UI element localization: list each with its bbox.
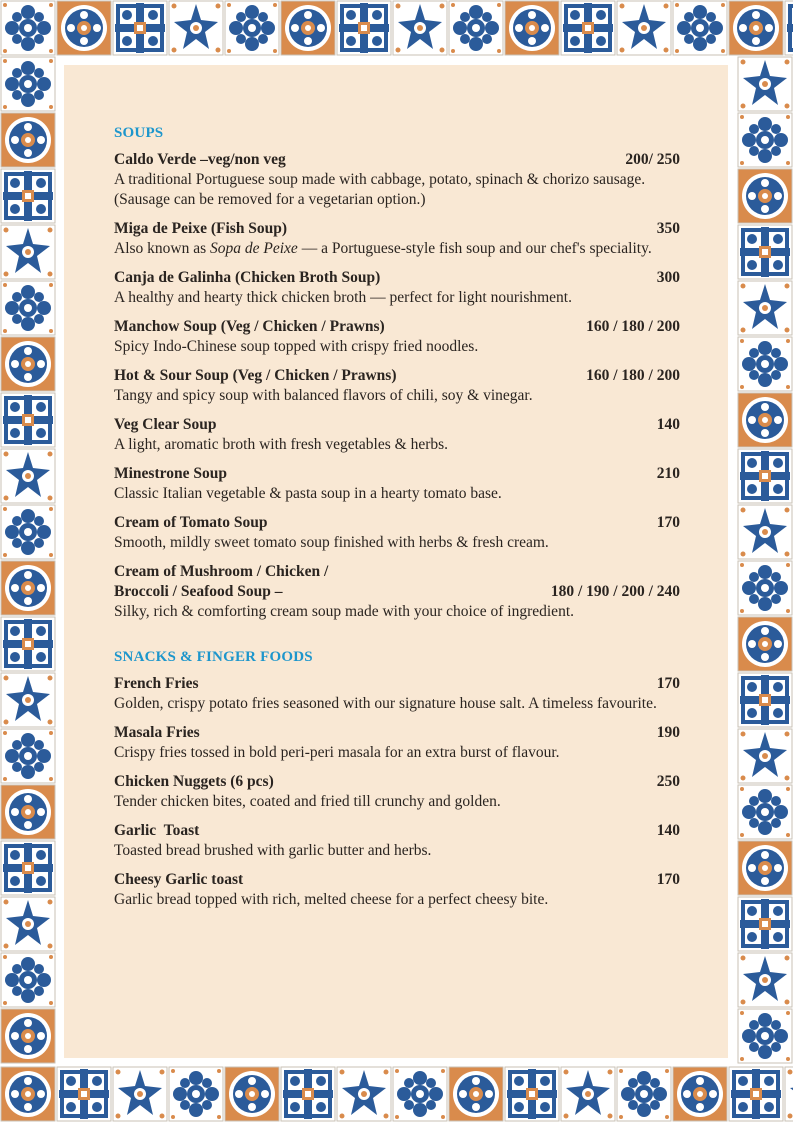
azulejo-tile-icon (280, 0, 336, 56)
item-description: Crispy fries tossed in bold peri-peri masala for an extra burst of flavour. (114, 744, 560, 761)
item-description (114, 239, 680, 259)
azulejo-tile-icon (0, 896, 56, 952)
azulejo-tile-icon (112, 1066, 168, 1122)
menu-item-french-fries (114, 674, 680, 714)
azulejo-tile-icon (728, 0, 784, 56)
azulejo-tile-icon (728, 1066, 784, 1122)
azulejo-tile-icon (0, 224, 56, 280)
menu-item-caldo-verde (114, 150, 680, 210)
menu-item-hot-sour-soup (114, 366, 680, 406)
item-description: Smooth, mildly sweet tomato soup finished with herbs & fresh cream. (114, 534, 549, 551)
item-description: Garlic bread topped with rich, melted cheese for a perfect cheesy bite. (114, 891, 549, 908)
azulejo-tile-icon (0, 504, 56, 560)
azulejo-tile-icon (737, 896, 793, 952)
azulejo-tile-icon (737, 728, 793, 784)
menu-item-manchow-soup (114, 317, 680, 357)
item-name: Chicken Nuggets (6 pcs) (114, 773, 274, 790)
item-description: A light, aromatic broth with fresh vegetables & herbs. (114, 436, 449, 453)
item-name: Canja de Galinha (Chicken Broth Soup) (114, 269, 381, 286)
section-title: SNACKS & FINGER FOODS (114, 649, 313, 665)
azulejo-tile-icon (224, 0, 280, 56)
item-price: 200/ 250 (625, 151, 680, 168)
item-name: Masala Fries (114, 724, 200, 741)
azulejo-tile-icon (616, 1066, 672, 1122)
tile-border-top (0, 0, 793, 56)
item-name-line-1: Cream of Mushroom / Chicken / (114, 563, 329, 580)
azulejo-tile-icon (560, 1066, 616, 1122)
azulejo-tile-icon (448, 0, 504, 56)
azulejo-tile-icon (737, 504, 793, 560)
azulejo-tile-icon (504, 0, 560, 56)
tile-border-left (0, 56, 56, 1066)
item-name: Veg Clear Soup (114, 416, 217, 433)
menu-item-miga-de-peixe (114, 219, 680, 259)
azulejo-tile-icon (784, 1066, 793, 1122)
azulejo-tile-icon (737, 784, 793, 840)
menu-panel (64, 65, 728, 1058)
section-soups (114, 125, 680, 622)
item-price: 140 (656, 416, 680, 433)
azulejo-tile-icon (0, 168, 56, 224)
azulejo-tile-icon (0, 840, 56, 896)
azulejo-tile-icon (737, 560, 793, 616)
azulejo-tile-icon (616, 0, 672, 56)
item-description: Tender chicken bites, coated and fried till crunchy and golden. (114, 793, 501, 810)
item-description: A traditional Portuguese soup made with cabbage, potato, spinach & chorizo sausage. (Sausage can be removed for a vegetarian option.) (114, 171, 646, 208)
tile-border-right (737, 56, 793, 1066)
menu-item-masala-fries (114, 723, 680, 763)
item-description: Tangy and spicy soup with balanced flavors of chili, soy & vinegar. (114, 387, 533, 404)
menu-item-cream-soup-choice (114, 562, 680, 622)
azulejo-tile-icon (672, 0, 728, 56)
item-name: Manchow Soup (Veg / Chicken / Prawns) (114, 318, 385, 335)
item-name: Cheesy Garlic toast (114, 871, 244, 888)
section-title: SOUPS (114, 125, 164, 141)
menu-item-cheesy-garlic-toast (114, 870, 680, 910)
azulejo-tile-icon (0, 728, 56, 784)
item-price: 160 / 180 / 200 (586, 318, 680, 335)
azulejo-tile-icon (737, 168, 793, 224)
tile-border-bottom (0, 1066, 793, 1122)
azulejo-tile-icon (0, 952, 56, 1008)
azulejo-tile-icon (504, 1066, 560, 1122)
azulejo-tile-icon (0, 1066, 56, 1122)
azulejo-tile-icon (672, 1066, 728, 1122)
item-description-text: — a Portuguese-style fish soup and our chef's speciality. (297, 240, 652, 257)
azulejo-tile-icon (0, 616, 56, 672)
item-price: 170 (656, 514, 680, 531)
azulejo-tile-icon (737, 280, 793, 336)
azulejo-tile-icon (737, 224, 793, 280)
item-name: Hot & Sour Soup (Veg / Chicken / Prawns) (114, 367, 397, 384)
azulejo-tile-icon (784, 0, 793, 56)
azulejo-tile-icon (168, 1066, 224, 1122)
item-price: 160 / 180 / 200 (586, 367, 680, 384)
azulejo-tile-icon (336, 0, 392, 56)
item-description: Classic Italian vegetable & pasta soup in a hearty tomato base. (114, 485, 502, 502)
azulejo-tile-icon (168, 0, 224, 56)
item-description-text: Also known as (114, 240, 211, 257)
menu-item-garlic-toast (114, 821, 680, 861)
azulejo-tile-icon (0, 112, 56, 168)
azulejo-tile-icon (0, 0, 56, 56)
item-price: 300 (656, 269, 680, 286)
azulejo-tile-icon (737, 840, 793, 896)
azulejo-tile-icon (56, 1066, 112, 1122)
azulejo-tile-icon (737, 336, 793, 392)
item-description: Golden, crispy potato fries seasoned with our signature house salt. A timeless favourite. (114, 695, 657, 712)
azulejo-tile-icon (737, 56, 793, 112)
item-name: Minestrone Soup (114, 465, 227, 482)
azulejo-tile-icon (448, 1066, 504, 1122)
item-description: Toasted bread brushed with garlic butter and herbs. (114, 842, 432, 859)
menu-content (114, 125, 680, 919)
azulejo-tile-icon (0, 560, 56, 616)
item-name: Cream of Tomato Soup (114, 514, 268, 531)
menu-item-minestrone-soup (114, 464, 680, 504)
item-name: French Fries (114, 675, 199, 692)
item-price: 250 (656, 773, 680, 790)
azulejo-tile-icon (737, 448, 793, 504)
item-price: 170 (656, 871, 680, 888)
menu-item-cream-of-tomato (114, 513, 680, 553)
azulejo-tile-icon (737, 672, 793, 728)
azulejo-tile-icon (392, 1066, 448, 1122)
azulejo-tile-icon (0, 1008, 56, 1064)
item-description: Spicy Indo-Chinese soup topped with crispy fried noodles. (114, 338, 479, 355)
azulejo-tile-icon (224, 1066, 280, 1122)
azulejo-tile-icon (737, 952, 793, 1008)
azulejo-tile-icon (0, 280, 56, 336)
azulejo-tile-icon (737, 616, 793, 672)
item-price: 170 (656, 675, 680, 692)
azulejo-tile-icon (280, 1066, 336, 1122)
azulejo-tile-icon (560, 0, 616, 56)
item-name: Caldo Verde –veg/non veg (114, 151, 286, 168)
item-name: Garlic Toast (114, 822, 200, 839)
item-description: A healthy and hearty thick chicken broth — perfect for light nourishment. (114, 289, 572, 306)
azulejo-tile-icon (0, 392, 56, 448)
menu-item-canja-de-galinha (114, 268, 680, 308)
azulejo-tile-icon (112, 0, 168, 56)
azulejo-tile-icon (0, 672, 56, 728)
menu-item-chicken-nuggets (114, 772, 680, 812)
azulejo-tile-icon (737, 112, 793, 168)
azulejo-tile-icon (737, 392, 793, 448)
menu-item-veg-clear-soup (114, 415, 680, 455)
azulejo-tile-icon (336, 1066, 392, 1122)
azulejo-tile-icon (0, 784, 56, 840)
azulejo-tile-icon (56, 0, 112, 56)
item-price: 190 (656, 724, 680, 741)
item-price: 140 (656, 822, 680, 839)
item-description: Silky, rich & comforting cream soup made with your choice of ingredient. (114, 603, 574, 620)
item-price: 210 (656, 465, 680, 482)
item-description-emphasis: Sopa de Peixe (210, 240, 298, 257)
azulejo-tile-icon (392, 0, 448, 56)
azulejo-tile-icon (737, 1008, 793, 1064)
azulejo-tile-icon (0, 448, 56, 504)
section-snacks (114, 649, 680, 910)
item-price: 180 / 190 / 200 / 240 (550, 583, 680, 600)
item-price: 350 (656, 220, 680, 237)
azulejo-tile-icon (0, 336, 56, 392)
item-name-line-2: Broccoli / Seafood Soup – (114, 583, 283, 600)
azulejo-tile-icon (0, 56, 56, 112)
item-name: Miga de Peixe (Fish Soup) (114, 220, 288, 237)
